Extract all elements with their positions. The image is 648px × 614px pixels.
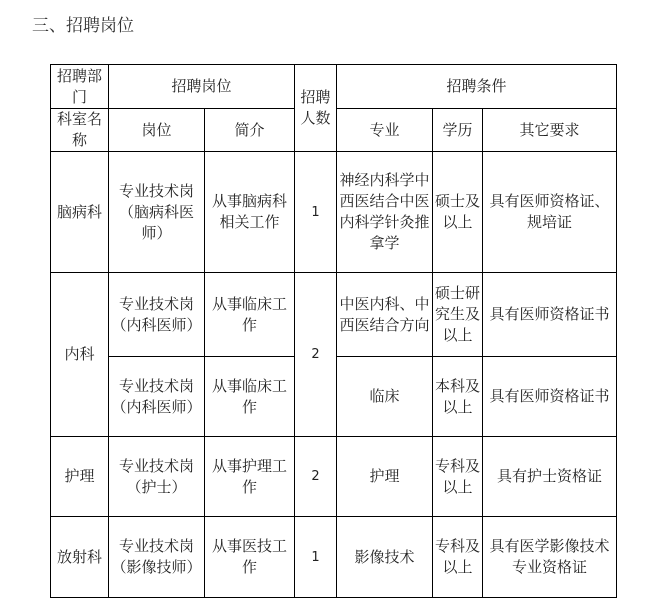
post-cell: 专业技术岗（护士） bbox=[109, 437, 205, 517]
dept-cell: 内科 bbox=[51, 273, 109, 437]
intro-cell: 从事脑病科相关工作 bbox=[205, 152, 295, 273]
post-cell: 专业技术岗（影像技师） bbox=[109, 517, 205, 598]
education-cell: 专科及以上 bbox=[433, 437, 483, 517]
other-cell: 具有医学影像技术专业资格证 bbox=[483, 517, 617, 598]
header-count: 招聘人数 bbox=[295, 65, 337, 152]
table-row bbox=[51, 273, 617, 357]
education-cell: 硕士研究生及以上 bbox=[433, 273, 483, 357]
major-cell: 临床 bbox=[337, 357, 433, 437]
other-cell: 具有医师资格证书 bbox=[483, 357, 617, 437]
dept-cell: 护理 bbox=[51, 437, 109, 517]
header-position-group: 招聘岗位 bbox=[109, 65, 295, 109]
major-cell: 护理 bbox=[337, 437, 433, 517]
education-cell: 硕士及以上 bbox=[433, 152, 483, 273]
intro-cell: 从事临床工作 bbox=[205, 273, 295, 357]
count-cell: 1 bbox=[295, 517, 337, 598]
section-title: 三、招聘岗位 bbox=[32, 16, 134, 36]
count-cell: 2 bbox=[295, 273, 337, 437]
recruitment-table bbox=[50, 64, 617, 598]
header-conditions-group: 招聘条件 bbox=[337, 65, 617, 109]
major-cell: 中医内科、中西医结合方向 bbox=[337, 273, 433, 357]
education-cell: 本科及以上 bbox=[433, 357, 483, 437]
intro-cell: 从事临床工作 bbox=[205, 357, 295, 437]
dept-cell: 放射科 bbox=[51, 517, 109, 598]
intro-cell: 从事护理工作 bbox=[205, 437, 295, 517]
education-cell: 专科及以上 bbox=[433, 517, 483, 598]
header-education: 学历 bbox=[433, 109, 483, 152]
other-cell: 具有医师资格证、规培证 bbox=[483, 152, 617, 273]
other-cell: 具有医师资格证书 bbox=[483, 273, 617, 357]
table-row bbox=[51, 152, 617, 273]
other-cell: 具有护士资格证 bbox=[483, 437, 617, 517]
header-intro: 简介 bbox=[205, 109, 295, 152]
table-row bbox=[51, 517, 617, 598]
header-dept-name: 科室名称 bbox=[51, 109, 109, 152]
major-cell: 影像技术 bbox=[337, 517, 433, 598]
table-row bbox=[51, 437, 617, 517]
post-cell: 专业技术岗（内科医师） bbox=[109, 273, 205, 357]
dept-cell: 脑病科 bbox=[51, 152, 109, 273]
header-row-1 bbox=[51, 65, 617, 109]
post-cell: 专业技术岗（内科医师） bbox=[109, 357, 205, 437]
header-other: 其它要求 bbox=[483, 109, 617, 152]
post-cell: 专业技术岗（脑病科医师） bbox=[109, 152, 205, 273]
count-cell: 1 bbox=[295, 152, 337, 273]
header-major: 专业 bbox=[337, 109, 433, 152]
header-dept: 招聘部门 bbox=[51, 65, 109, 109]
count-cell: 2 bbox=[295, 437, 337, 517]
intro-cell: 从事医技工作 bbox=[205, 517, 295, 598]
header-post: 岗位 bbox=[109, 109, 205, 152]
major-cell: 神经内科学中西医结合中医内科学针灸推拿学 bbox=[337, 152, 433, 273]
